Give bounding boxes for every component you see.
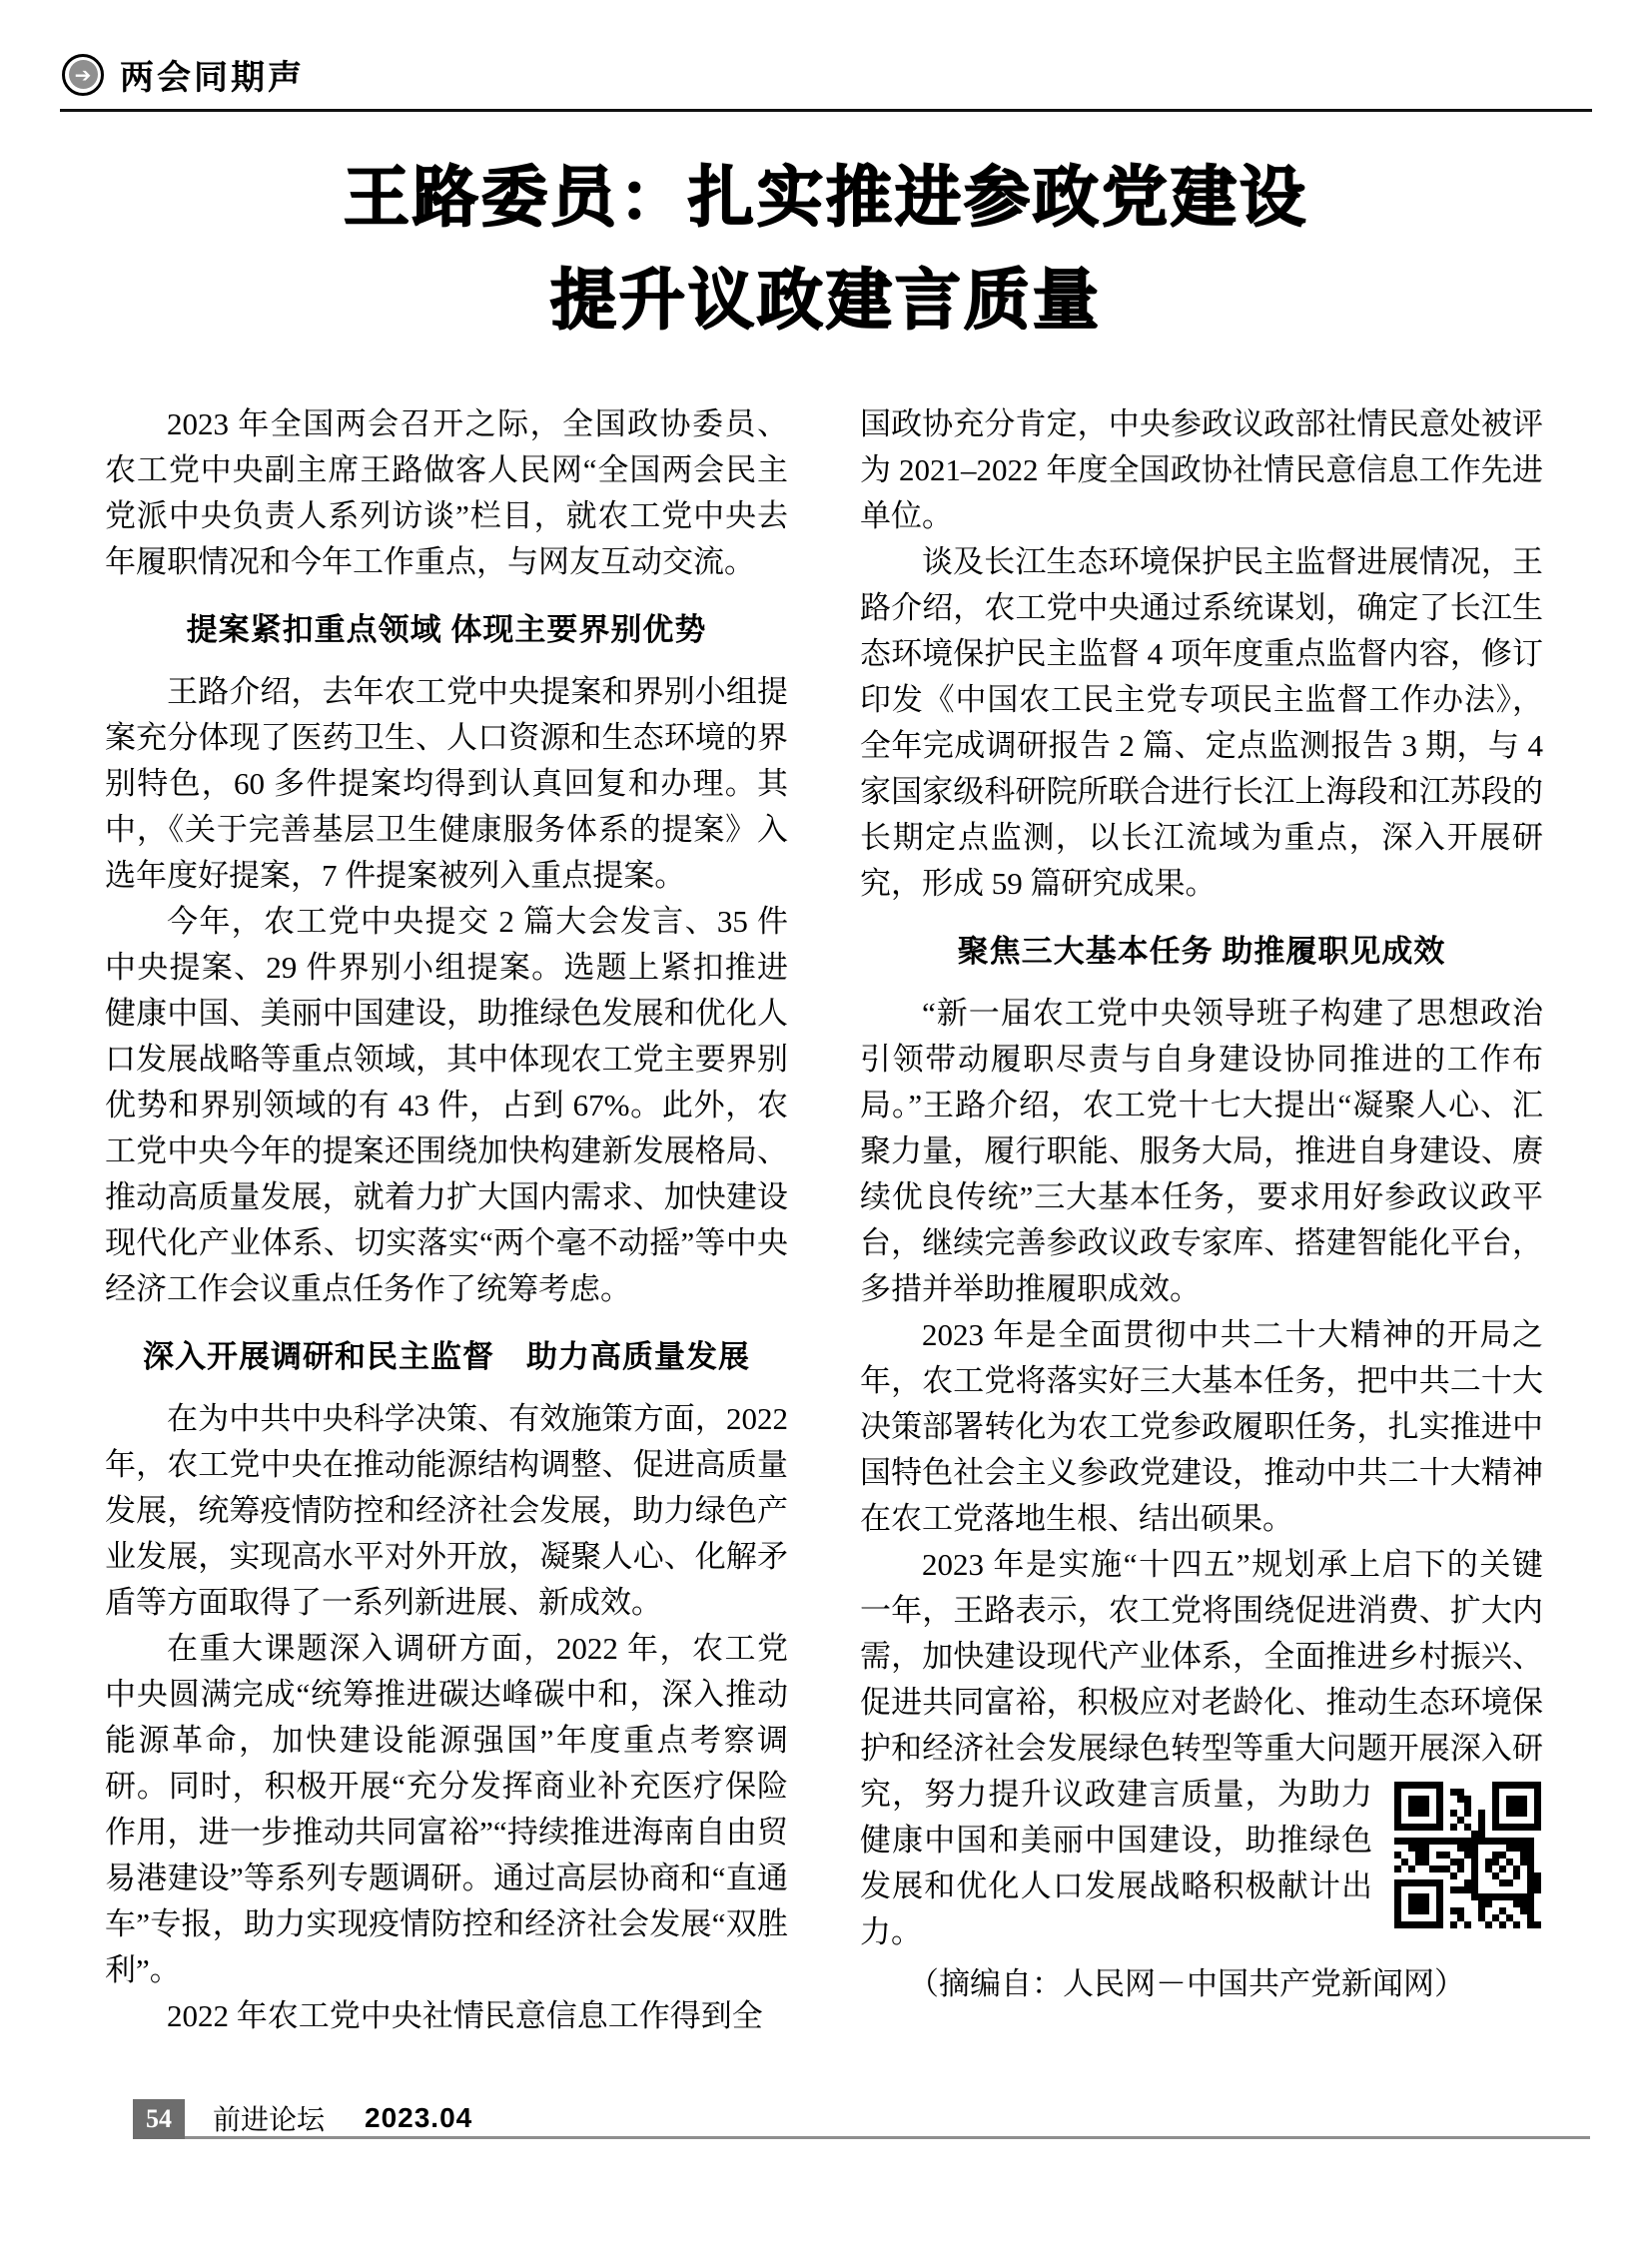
- section-heading: 深入开展调研和民主监督 助力高质量发展: [143, 1338, 750, 1374]
- body-paragraph: 2023 年是实施“十四五”规划承上启下的关键一年，王路表示，农工党将围绕促进消费、扩大内需，加快建设现代产业体系，全面推进乡村振兴、促进共同富裕，积极应对老龄化、推动生态环境保护和经济社会发展绿色转型等重大问题 开展深入研究，努力提升议政建言质量，为助力健康中国和美丽中国建设，助推绿色发展和优化人口发展战略积极献计出力。: [860, 1546, 1544, 1949]
- section-kicker: 两会同期声: [120, 59, 305, 97]
- source-attribution: （摘编自：人民网－中国共产党新闻网）: [908, 1965, 1465, 2001]
- column-kicker-row: [60, 50, 1592, 109]
- body-paragraph: 2022 年农工党中央社情民意信息工作得到全: [167, 1997, 763, 2033]
- header-rule: [60, 109, 1592, 112]
- body-paragraph: 谈及长江生态环境保护民主监督进展情况，王路介绍，农工党中央通过系统谋划，确定了长江生态环境保护民主监督 4 项年度重点监督内容，修订印发《中国农工民主党专项民主监督工作办法》，全年完成调研报告 2 篇、定点监测报告 3 期，与 4 家国家级科研院所联合进行长江上海段和江苏段的长期定点监测，以长江流域为重点，深入开展研究，形成 59 篇研究成果。: [860, 543, 1543, 901]
- section-heading: 聚焦三大基本任务 助推履职见成效: [957, 933, 1446, 969]
- body-paragraph: 今年，农工党中央提交 2 篇大会发言、35 件中央提案、29 件界别小组提案。选题上紧扣推进健康中国、美丽中国建设，助推绿色发展和优化人口发展战略等重点领域，其中体现农工党主要界别优势和界别领域的有 43 件，占到 67%。此外，农工党中央今年的提案还围绕加快构建新发展格局、推动高质量发展，就着力扩大国内需求、加快建设现代化产业体系、切实落实“两个毫不动摇”等中央经济工作会议重点任务作了统筹考虑。: [105, 903, 788, 1306]
- body-paragraph: 2023 年全国两会召开之际，全国政协委员、农工党中央副主席王路做客人民网“全国两会民主党派中央负责人系列访谈”栏目，就农工党中央去年履职情况和今年工作重点，与网友互动交流。: [105, 405, 788, 579]
- article-body: [105, 401, 1543, 2039]
- journal-name: 前进论坛: [213, 2104, 326, 2136]
- article-title-line2: 提升议政建言质量: [550, 262, 1102, 337]
- page-number-badge: [133, 2099, 185, 2139]
- body-paragraph: 2023 年是全面贯彻中共二十大精神的开局之年，农工党将落实好三大基本任务，把中共二十大决策部署转化为农工党参政履职任务，扎实推进中国特色社会主义参政党建设，推动中共二十大精神在农工党落地生根、结出硕果。: [860, 1316, 1543, 1536]
- right-column: [860, 401, 1543, 2039]
- arrow-circle-icon: [62, 54, 104, 96]
- body-paragraph: 王路介绍，去年农工党中央提案和界别小组提案充分体现了医药卫生、人口资源和生态环境的界别特色，60 多件提案均得到认真回复和办理。其中，《关于完善基层卫生健康服务体系的提案》入选年度好提案，7 件提案被列入重点提案。: [105, 673, 788, 893]
- section-heading: 提案紧扣重点领域 体现主要界别优势: [186, 611, 707, 647]
- qr-code: [1394, 1782, 1541, 1928]
- body-paragraph: 在为中共中央科学决策、有效施策方面，2022 年，农工党中央在推动能源结构调整、促进高质量发展，统筹疫情防控和经济社会发展，助力绿色产业发展，实现高水平对外开放，凝聚人心、化解矛盾等方面取得了一系列新进展、新成效。: [105, 1400, 788, 1620]
- body-paragraph: 国政协充分肯定，中央参政议政部社情民意处被评为 2021–2022 年度全国政协社情民意信息工作先进单位。: [860, 405, 1543, 533]
- arrow-right-icon: ➔: [69, 60, 98, 89]
- footer-rule: [185, 2099, 1590, 2139]
- left-column: [105, 401, 788, 2039]
- article-title-line1: 王路委员：扎实推进参政党建设: [344, 160, 1308, 234]
- page-footer: [133, 2099, 1590, 2139]
- body-paragraph: 在重大课题深入调研方面，2022 年，农工党中央圆满完成“统筹推进碳达峰碳中和，深入推动能源革命，加快建设能源强国”年度重点考察调研。同时，积极开展“充分发挥商业补充医疗保险作用，进一步推动共同富裕”“持续推进海南自由贸易港建设”等系列专题调研。通过高层协商和“直通车”专报，助力实现疫情防控和经济社会发展“双胜利”。: [105, 1630, 788, 1987]
- body-paragraph: “新一届农工党中央领导班子构建了思想政治引领带动履职尽责与自身建设协同推进的工作布局。”王路介绍，农工党十七大提出“凝聚人心、汇聚力量，履行职能、服务大局，推进自身建设、赓续优良传统”三大基本任务，要求用好参政议政平台，继续完善参政议政专家库、搭建智能化平台，多措并举助推履职成效。: [860, 995, 1543, 1306]
- issue-number: 2023.04: [365, 2101, 473, 2133]
- page-number: 54: [146, 2104, 172, 2133]
- page-header: [60, 50, 1592, 112]
- article-title: [80, 146, 1572, 352]
